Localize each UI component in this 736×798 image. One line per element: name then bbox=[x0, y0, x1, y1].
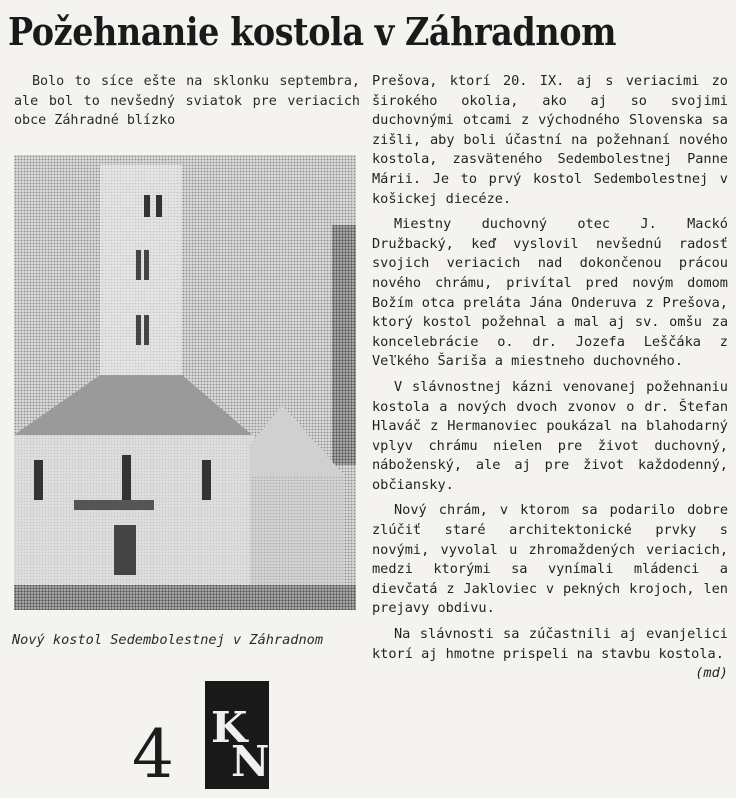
church-illustration bbox=[14, 155, 356, 610]
page-number: 4 bbox=[132, 716, 174, 793]
logo-letter-k: K bbox=[211, 703, 248, 752]
right-column bbox=[372, 72, 728, 684]
paragraph-3: V slávnostnej kázni venovanej požehnaniu kostola a nových dvoch zvonov o dr. Štefan Hlaváč z Hermanoviec poukázal na blahodarný vplyv chrámu nielen pre život duchovný, náboženský, ale aj pre život každodenný, občiansky. bbox=[372, 378, 728, 493]
paragraph-2: Miestny duchovný otec J. Mackó Družbacký, keď vyslovil nevšednú radosť svojich veriacich nad dokončenou prácou nového chrámu, privítal pred novým domom Božím otca preláta Jána Onderuva z Prešova, ktorý kostol požehnal a mal aj sv. omšu za koncelebrácie o. dr. Jozefa Leščáka z Veľkého Šariša a miestneho duchovného. bbox=[372, 216, 728, 370]
intro-paragraph: Bolo to síce ešte na sklonku septembra, ale bol to nevšedný sviatok pre veriacich obce Záhradné blízko bbox=[14, 74, 360, 128]
page-title: Požehnanie kostola v Záhradnom bbox=[8, 9, 617, 54]
kn-logo bbox=[205, 681, 269, 789]
paragraph-1: Prešova, ktorí 20. IX. aj s veriacimi zo širokého okolia, ako aj so svojimi duchovnými otcami z východného Slovenska sa zišli, aby boli účastní na požehnaní nového kostola, zasväteného Sedembolestnej Panne Márii. Je to prvý kostol Sedembolestnej v košickej diecéze. bbox=[372, 73, 728, 207]
left-column bbox=[14, 72, 360, 131]
author-signature: (md) bbox=[695, 665, 728, 682]
paragraph-4: Nový chrám, v ktorom sa podarilo dobre zlúčiť staré architektonické prvky s novými, vyvolal u zhromaždených veriacich, medzi ktorými sa vynímali mládenci a dievčatá z Jakloviec v pekných krojoch, len prejavy obdivu. bbox=[372, 502, 728, 617]
photo-caption: Nový kostol Sedembolestnej v Záhradnom bbox=[12, 632, 323, 648]
church-photo bbox=[14, 155, 356, 610]
paragraph-5-text: Na slávnosti sa zúčastnili aj evanjelici ktorí aj hmotne prispeli na stavbu kostola. bbox=[372, 626, 728, 662]
paragraph-5 bbox=[372, 625, 728, 682]
logo-letter-n: N bbox=[231, 737, 270, 786]
